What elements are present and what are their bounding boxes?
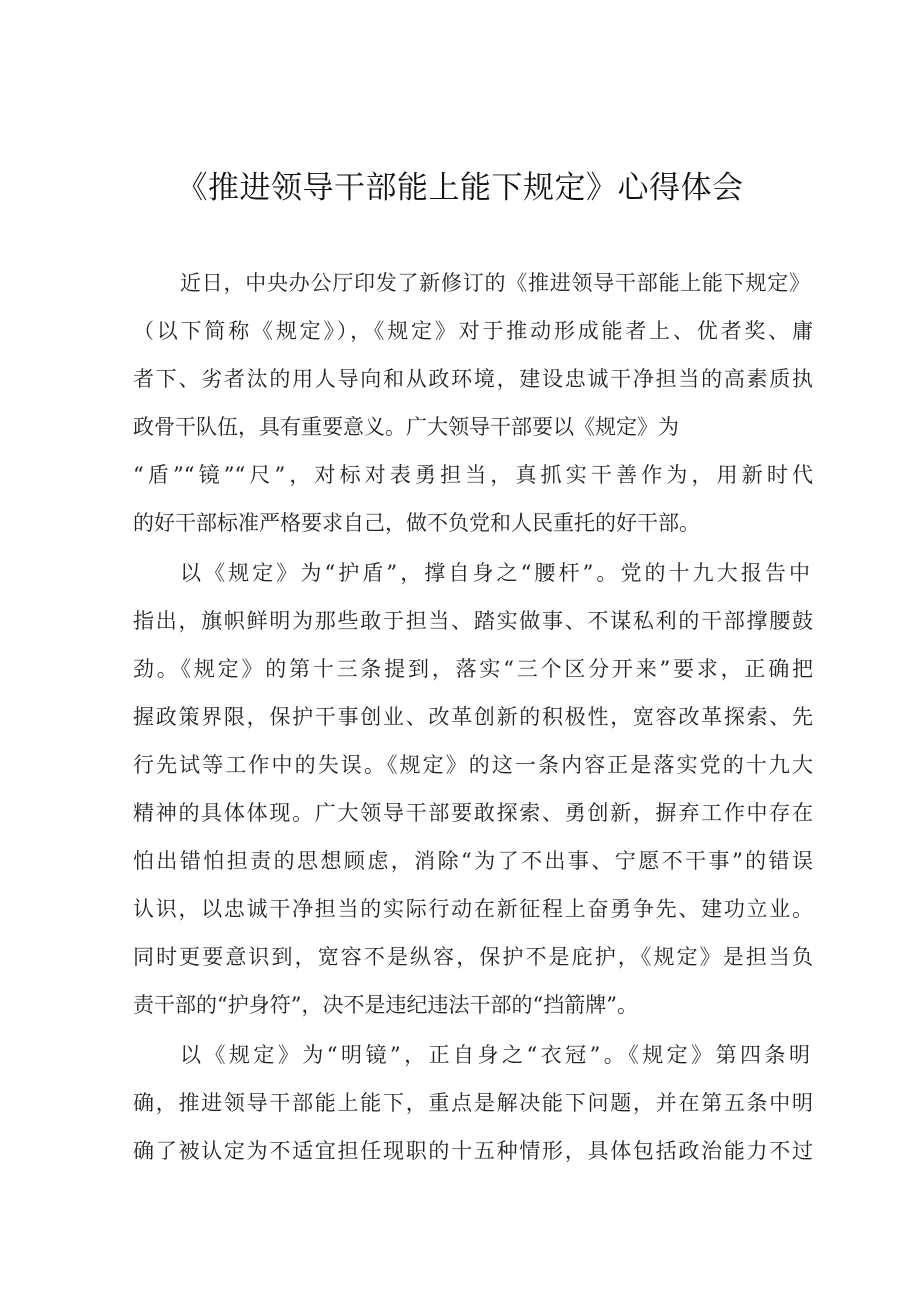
paragraph-3-line-1: 以《规定》为“明镜”，正自身之“衣冠”。《规定》第四条明 <box>180 1043 810 1067</box>
paragraph-2-line-9: 同时更要意识到，宽容不是纵容，保护不是庇护，《规定》是担当负 <box>133 945 813 969</box>
paragraph-2-line-7: 怕出错怕担责的思想顾虑，消除“为了不出事、宁愿不干事”的错误 <box>133 849 813 873</box>
paragraph-2-line-8: 认识，以忠诚干净担当的实际行动在新征程上奋勇争先、建功立业。 <box>133 897 813 921</box>
paragraph-2-line-1: 以《规定》为“护盾”，撑自身之“腰杆”。党的十九大报告中 <box>180 561 810 585</box>
paragraph-2-line-4: 握政策界限，保护干事创业、改革创新的积极性，宽容改革探索、先 <box>133 705 813 729</box>
paragraph-2-line-5: 行先试等工作中的失误。《规定》的这一条内容正是落实党的十九大 <box>133 753 813 777</box>
paragraph-2-line-2: 指出，旗帜鲜明为那些敢于担当、踏实做事、不谋私利的干部撑腰鼓 <box>133 609 813 633</box>
paragraph-2-line-10: 责干部的“护身符”，决不是违纪违法干部的“挡箭牌”。 <box>133 993 638 1017</box>
paragraph-1-line-4: 政骨干队伍，具有重要意义。广大领导干部要以《规定》为 <box>133 415 679 439</box>
document-title: 《推进领导干部能上能下规定》心得体会 <box>176 170 744 206</box>
paragraph-2-line-3: 劲。《规定》的第十三条提到，落实“三个区分开来”要求，正确把 <box>133 657 813 681</box>
paragraph-1-line-6: 的好干部标准严格要求自己，做不负党和人民重托的好干部。 <box>133 511 700 535</box>
paragraph-3-line-3: 确了被认定为不适宜担任现职的十五种情形，具体包括政治能力不过 <box>133 1139 813 1163</box>
paragraph-3-line-2: 确，推进领导干部能上能下，重点是解决能下问题，并在第五条中明 <box>133 1091 813 1115</box>
paragraph-1-line-5: “盾”“镜”“尺”，对标对表勇担当，真抓实干善作为，用新时代 <box>133 463 813 487</box>
paragraph-1-line-3: 者下、劣者汰的用人导向和从政环境，建设忠诚干净担当的高素质执 <box>133 367 813 391</box>
paragraph-1-line-2: （以下简称《规定》），《规定》对于推动形成能者上、优者奖、庸 <box>133 319 813 343</box>
paragraph-2-line-6: 精神的具体体现。广大领导干部要敢探索、勇创新，摒弃工作中存在 <box>133 801 813 825</box>
paragraph-1-line-1: 近日，中央办公厅印发了新修订的《推进领导干部能上能下规定》 <box>180 271 810 295</box>
